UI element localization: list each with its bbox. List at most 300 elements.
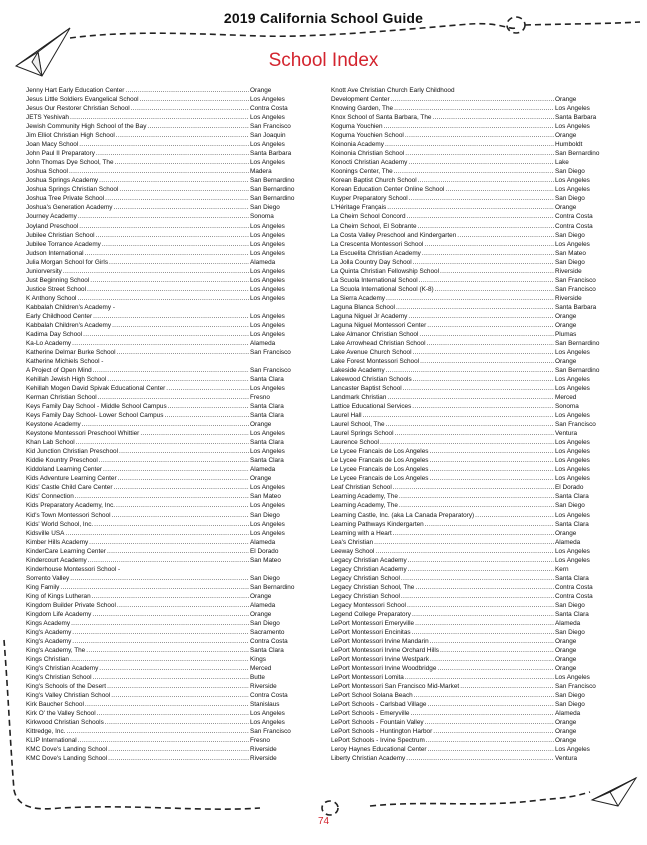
dot-leader: [116, 131, 249, 140]
dot-leader: [422, 249, 554, 258]
dot-leader: [437, 664, 554, 673]
school-name: Kabbalah Children's Academy: [26, 321, 112, 329]
county-name: Santa Clara: [250, 457, 284, 465]
dot-leader: [112, 321, 249, 330]
school-name: Kirk Baucher School: [26, 701, 84, 709]
index-entry: [331, 601, 613, 610]
dot-leader: [93, 312, 249, 321]
index-entry: [331, 565, 613, 574]
dashed-path-bottom: [370, 792, 590, 806]
school-name: LePort Schools - Irvine Spectrum: [331, 737, 425, 745]
school-name: Le Lycee Francais de Los Angeles: [331, 475, 429, 483]
index-entry: [331, 709, 613, 718]
index-entry: [331, 167, 613, 176]
index-entry: [331, 420, 613, 429]
county-name: Los Angeles: [250, 231, 285, 239]
dot-leader: [401, 592, 554, 601]
dot-leader: [96, 149, 249, 158]
dot-leader: [427, 321, 554, 330]
index-entry: [331, 547, 613, 556]
dot-leader: [75, 492, 249, 501]
index-entry: [331, 664, 613, 673]
county-name: Los Angeles: [250, 267, 285, 275]
index-entry: [26, 285, 308, 294]
index-entry: [331, 402, 613, 411]
county-name: Los Angeles: [250, 430, 285, 438]
county-name: San Diego: [555, 195, 585, 203]
county-name: Kings: [250, 656, 266, 663]
dot-leader: [460, 682, 554, 691]
school-name: Khan Lab School: [26, 439, 75, 447]
index-entry: [331, 312, 613, 321]
dot-leader: [118, 474, 249, 483]
index-entry: [331, 122, 613, 131]
index-entry: [331, 501, 613, 510]
dot-leader: [415, 619, 554, 628]
index-entry: [26, 492, 308, 501]
county-name: San Bernardino: [555, 339, 600, 347]
county-name: Orange: [250, 87, 272, 95]
dot-leader: [99, 456, 249, 465]
county-name: San Bernardino: [555, 150, 600, 158]
dot-leader: [60, 583, 249, 592]
school-name: LePort Schools - Huntington Harbor: [331, 728, 433, 736]
index-entry: [331, 556, 613, 565]
school-name: Kids' Connection: [26, 493, 74, 501]
school-name: Learning Castle, Inc. (aka La Canada Preparatory): [331, 511, 475, 519]
school-name: Jewish Community High School of the Bay: [26, 123, 147, 131]
dot-leader: [105, 194, 249, 203]
county-name: Los Angeles: [555, 123, 590, 131]
index-entry: [331, 520, 613, 529]
county-name: Los Angeles: [555, 385, 590, 393]
index-entry: [26, 348, 308, 357]
index-entry: [331, 176, 613, 185]
school-name: Katherine Delmar Burke School: [26, 348, 116, 356]
school-name: Liberty Christian Academy: [331, 755, 406, 763]
school-name: Le Lycee Francais de Los Angeles: [331, 448, 429, 456]
index-entry: [331, 474, 613, 483]
index-entry: [26, 194, 308, 203]
county-name: Los Angeles: [250, 330, 285, 338]
county-name: Fresno: [250, 737, 270, 745]
index-entry: [331, 86, 613, 95]
index-entry: [26, 95, 308, 104]
dot-leader: [424, 240, 554, 249]
dot-leader: [119, 447, 249, 456]
school-name: LePort Montessori Irvine Westpark: [331, 656, 429, 663]
index-entry: [331, 700, 613, 709]
dot-leader: [418, 176, 554, 185]
dot-leader: [78, 212, 249, 221]
index-entry: [26, 312, 308, 321]
index-entry: [26, 411, 308, 420]
county-name: El Dorado: [250, 547, 279, 555]
dot-leader: [429, 447, 554, 456]
school-name: Kings Academy: [26, 619, 71, 627]
county-name: Merced: [555, 394, 577, 402]
index-entry: [331, 438, 613, 447]
dot-leader: [107, 682, 249, 691]
school-name: LePort Montessori Irvine Woodbridge: [331, 665, 437, 673]
school-name: Kirk O' the Valley School: [26, 710, 96, 718]
index-entry: [26, 240, 308, 249]
dot-leader: [405, 673, 554, 682]
county-name: Los Angeles: [250, 141, 285, 149]
school-name: LePort School Solana Beach: [331, 692, 413, 700]
loop-icon-bottom: [322, 801, 338, 815]
school-name: Korean Baptist Church School: [331, 177, 417, 185]
school-name: Knowing Garden, The: [331, 105, 394, 113]
county-name: Santa Clara: [555, 520, 589, 528]
school-name: KMC Dove's Landing School: [26, 746, 108, 754]
county-name: Los Angeles: [555, 240, 590, 248]
dot-leader: [70, 574, 249, 583]
school-name: Legacy Christian School, The: [331, 583, 415, 591]
school-name: Laguna Niguel Montessori Center: [331, 321, 427, 329]
dot-leader: [71, 619, 249, 628]
county-name: Kern: [555, 565, 569, 573]
dot-leader: [396, 303, 554, 312]
dot-leader: [107, 375, 249, 384]
dot-leader: [363, 411, 554, 420]
dot-leader: [94, 520, 249, 529]
county-name: Orange: [555, 737, 577, 745]
dot-leader: [387, 203, 554, 212]
county-name: Los Angeles: [250, 222, 285, 230]
county-name: Orange: [555, 646, 577, 654]
county-name: San Francisco: [250, 728, 291, 736]
dot-leader: [96, 231, 249, 240]
county-name: Los Angeles: [250, 502, 285, 510]
school-name: Kid's Town Montessori School: [26, 511, 111, 519]
school-name: Kehillah Mogen David Spivak Educational Center: [26, 385, 166, 393]
county-name: Los Angeles: [250, 114, 285, 122]
school-name: Laurel School, The: [331, 421, 385, 429]
county-name: Orange: [555, 665, 577, 673]
index-entry: [331, 592, 613, 601]
county-name: Orange: [555, 719, 577, 727]
school-name: La Scuola International School (K-8): [331, 285, 434, 293]
dot-leader: [394, 104, 554, 113]
county-name: Madera: [250, 168, 272, 176]
dot-leader: [117, 601, 249, 610]
dot-leader: [87, 285, 249, 294]
index-entry: [26, 131, 308, 140]
school-name: Keys Family Day School - Middle School Campus: [26, 403, 167, 411]
county-name: Los Angeles: [555, 466, 590, 474]
county-name: Los Angeles: [250, 321, 285, 329]
school-name: Kuyper Preparatory School: [331, 195, 408, 203]
dot-leader: [90, 276, 249, 285]
school-name: Koinonia Christian School: [331, 150, 405, 158]
school-name: LePort Schools - Fountain Valley: [331, 719, 424, 727]
county-name: Los Angeles: [555, 177, 590, 185]
index-entry: [26, 520, 308, 529]
school-name: Lake Almanor Christian School: [331, 330, 419, 338]
index-column-right: [331, 86, 613, 763]
county-name: Orange: [250, 475, 272, 483]
dot-leader: [401, 574, 554, 583]
dot-leader: [406, 754, 554, 763]
index-entry: [26, 221, 308, 230]
county-name: Orange: [555, 529, 577, 537]
dot-leader: [405, 131, 554, 140]
school-name: LePort Montessori Irvine Mandarin: [331, 637, 429, 645]
school-name: Development Center: [331, 96, 390, 104]
school-name: Keys Family Day School- Lower School Campus: [26, 412, 164, 420]
county-name: Butte: [250, 674, 265, 682]
county-name: San Francisco: [555, 421, 596, 429]
county-name: San Diego: [555, 601, 585, 609]
index-entry: [26, 149, 308, 158]
dot-leader: [79, 140, 249, 149]
dot-leader: [427, 339, 555, 348]
school-name: Joshua Springs Academy: [26, 177, 99, 185]
school-name: Keystone Montessori Preschool Whittier: [26, 430, 140, 438]
index-entry: [26, 556, 308, 565]
dot-leader: [78, 736, 249, 745]
school-name: King's Academy: [26, 637, 72, 645]
county-name: Alameda: [250, 339, 276, 347]
index-entry: [331, 231, 613, 240]
school-name: Leeway School: [331, 547, 375, 555]
dot-leader: [69, 167, 249, 176]
index-entry: [331, 736, 613, 745]
school-name: King's Academy, The: [26, 646, 86, 654]
index-entry: [26, 709, 308, 718]
school-name: Laguna Blanca School: [331, 303, 395, 311]
county-name: Humboldt: [555, 141, 583, 149]
dot-leader: [420, 357, 554, 366]
index-entry: [331, 646, 613, 655]
index-entry: [26, 547, 308, 556]
school-name: King Family: [26, 583, 60, 591]
county-name: San Bernardino: [250, 583, 295, 591]
index-entry: [26, 610, 308, 619]
index-entry: [26, 267, 308, 276]
index-entry: [331, 285, 613, 294]
county-name: Contra Costa: [250, 637, 288, 645]
school-name: LePort Montessori Lomita: [331, 674, 404, 682]
county-name: San Bernardino: [250, 186, 295, 194]
county-name: Los Angeles: [250, 520, 285, 528]
dot-leader: [427, 700, 554, 709]
index-entry: [331, 429, 613, 438]
dot-leader: [140, 95, 249, 104]
dot-leader: [408, 565, 554, 574]
county-name: Orange: [555, 656, 577, 663]
dot-leader: [386, 420, 554, 429]
index-entry: [26, 465, 308, 474]
index-entry: [26, 321, 308, 330]
school-name: Le Lycee Francais de Los Angeles: [331, 457, 429, 465]
school-name: Kingdom Builder Private School: [26, 601, 116, 609]
school-name: Jenny Hart Early Education Center: [26, 87, 125, 95]
school-name: Just Beginning School: [26, 276, 90, 284]
index-entry: [26, 366, 308, 375]
school-name: Lakeside Academy: [331, 367, 385, 374]
school-name: LePort Montessori San Francisco Mid-Market: [331, 683, 460, 691]
county-name: Riverside: [250, 746, 277, 754]
school-name: Lea's Christian: [331, 538, 374, 546]
school-name: Legacy Christian Academy: [331, 565, 407, 573]
school-name: Katherine Michiels School -: [26, 357, 104, 365]
dot-leader: [99, 664, 249, 673]
school-name: Kid Junction Christian Preschool: [26, 448, 118, 456]
dot-leader: [429, 465, 554, 474]
dot-leader: [103, 465, 249, 474]
dot-leader: [99, 176, 249, 185]
county-name: Los Angeles: [555, 511, 590, 519]
index-entry: [26, 538, 308, 547]
dot-leader: [384, 122, 554, 131]
index-entry: [26, 682, 308, 691]
school-name: Legacy Christian Academy: [331, 556, 407, 564]
county-name: San Diego: [555, 628, 585, 636]
school-name: Kingdom Life Academy: [26, 610, 92, 618]
index-entry: [331, 510, 613, 519]
dot-leader: [393, 529, 554, 538]
dot-leader: [115, 158, 249, 167]
index-entry: [331, 203, 613, 212]
index-entry: [26, 212, 308, 221]
county-name: Los Angeles: [250, 385, 285, 393]
dot-leader: [435, 285, 554, 294]
school-name: Laurel Hall: [331, 412, 362, 420]
school-name: Keystone Academy: [26, 421, 81, 429]
school-name: King's Schools of the Desert: [26, 683, 107, 691]
county-name: Los Angeles: [250, 96, 285, 104]
school-name: Kerman Christian School: [26, 394, 97, 402]
school-name: Leroy Haynes Educational Center: [331, 746, 427, 754]
dot-leader: [97, 709, 249, 718]
index-entry: [26, 628, 308, 637]
county-name: Contra Costa: [250, 105, 288, 113]
dot-leader: [112, 511, 249, 520]
county-name: Alameda: [250, 258, 276, 266]
county-name: Orange: [555, 637, 577, 645]
county-name: San Bernardino: [250, 195, 295, 203]
dot-leader: [131, 104, 249, 113]
dot-leader: [445, 185, 554, 194]
school-name: Kiddoland Learning Center: [26, 466, 103, 474]
index-entry: [331, 194, 613, 203]
county-name: Santa Clara: [250, 646, 284, 654]
index-entry: [26, 402, 308, 411]
school-name: Knott Ave Christian Church Early Childhood: [331, 87, 455, 95]
county-name: Sonoma: [555, 403, 579, 411]
school-name: Joshua Tree Private School: [26, 195, 105, 203]
index-entry: [26, 258, 308, 267]
dot-leader: [394, 167, 554, 176]
dot-leader: [432, 113, 554, 122]
dot-leader: [116, 501, 249, 510]
school-name: Kabbalah Children's Academy -: [26, 303, 115, 311]
index-entry: [26, 357, 308, 366]
county-name: San Diego: [555, 502, 585, 510]
school-name: Koinonia Academy: [331, 141, 384, 149]
index-entry: [26, 574, 308, 583]
dot-leader: [108, 745, 249, 754]
index-entry: [331, 619, 613, 628]
index-entry: [26, 664, 308, 673]
county-name: Santa Barbara: [555, 303, 597, 311]
school-name: Knox School of Santa Barbara, The: [331, 114, 432, 122]
county-name: Los Angeles: [250, 719, 285, 727]
index-entry: [26, 203, 308, 212]
school-name: Lake Forest Montessori School: [331, 357, 420, 365]
index-entry: [331, 240, 613, 249]
index-entry: [331, 384, 613, 393]
dot-leader: [425, 718, 554, 727]
county-name: San Francisco: [555, 285, 596, 293]
school-name: La Quinta Christian Fellowship School: [331, 267, 439, 275]
county-name: Contra Costa: [555, 213, 593, 221]
county-name: Orange: [555, 132, 577, 140]
dot-leader: [393, 483, 554, 492]
county-name: Sacramento: [250, 628, 285, 636]
index-entry: [331, 673, 613, 682]
county-name: Fresno: [250, 394, 270, 402]
dot-leader: [119, 185, 249, 194]
county-name: Stanislaus: [250, 701, 280, 709]
index-entry: [331, 492, 613, 501]
county-name: Alameda: [555, 538, 581, 546]
dot-leader: [386, 294, 554, 303]
page-header-title: 2019 California School Guide: [223, 10, 424, 26]
index-entry: [331, 276, 613, 285]
school-name: Kids' World School, Inc.: [26, 520, 94, 528]
index-entry: [26, 276, 308, 285]
dot-leader: [412, 610, 554, 619]
county-name: Plumas: [555, 330, 577, 338]
county-name: Los Angeles: [250, 285, 285, 293]
index-entry: [26, 294, 308, 303]
index-entry: [26, 583, 308, 592]
county-name: Orange: [250, 592, 272, 600]
dot-leader: [430, 655, 554, 664]
school-name: La Escuelita Christian Academy: [331, 249, 421, 257]
county-name: San Francisco: [555, 683, 596, 691]
school-name: Justice Street School: [26, 285, 87, 293]
county-name: Alameda: [555, 710, 581, 718]
index-entry: [331, 574, 613, 583]
school-name: Kings Christian: [26, 656, 69, 663]
index-entry: [26, 565, 308, 574]
index-entry: [331, 339, 613, 348]
index-entry: [26, 176, 308, 185]
county-name: San Mateo: [250, 493, 281, 501]
index-entry: [331, 393, 613, 402]
county-name: Santa Clara: [555, 574, 589, 582]
index-entry: [331, 113, 613, 122]
dot-leader: [475, 511, 554, 520]
dot-leader: [113, 203, 249, 212]
index-entry: [26, 393, 308, 402]
school-name: Legend College Preparatory: [331, 610, 411, 618]
school-name: La Cheim School, El Sobrante: [331, 222, 417, 230]
index-entry: [26, 375, 308, 384]
school-name: Journey Academy: [26, 213, 77, 221]
index-entry: [26, 113, 308, 122]
dot-leader: [70, 113, 249, 122]
index-entry: [26, 158, 308, 167]
index-entry: [331, 583, 613, 592]
index-entry: [331, 538, 613, 547]
index-entry: [331, 321, 613, 330]
index-entry: [26, 104, 308, 113]
